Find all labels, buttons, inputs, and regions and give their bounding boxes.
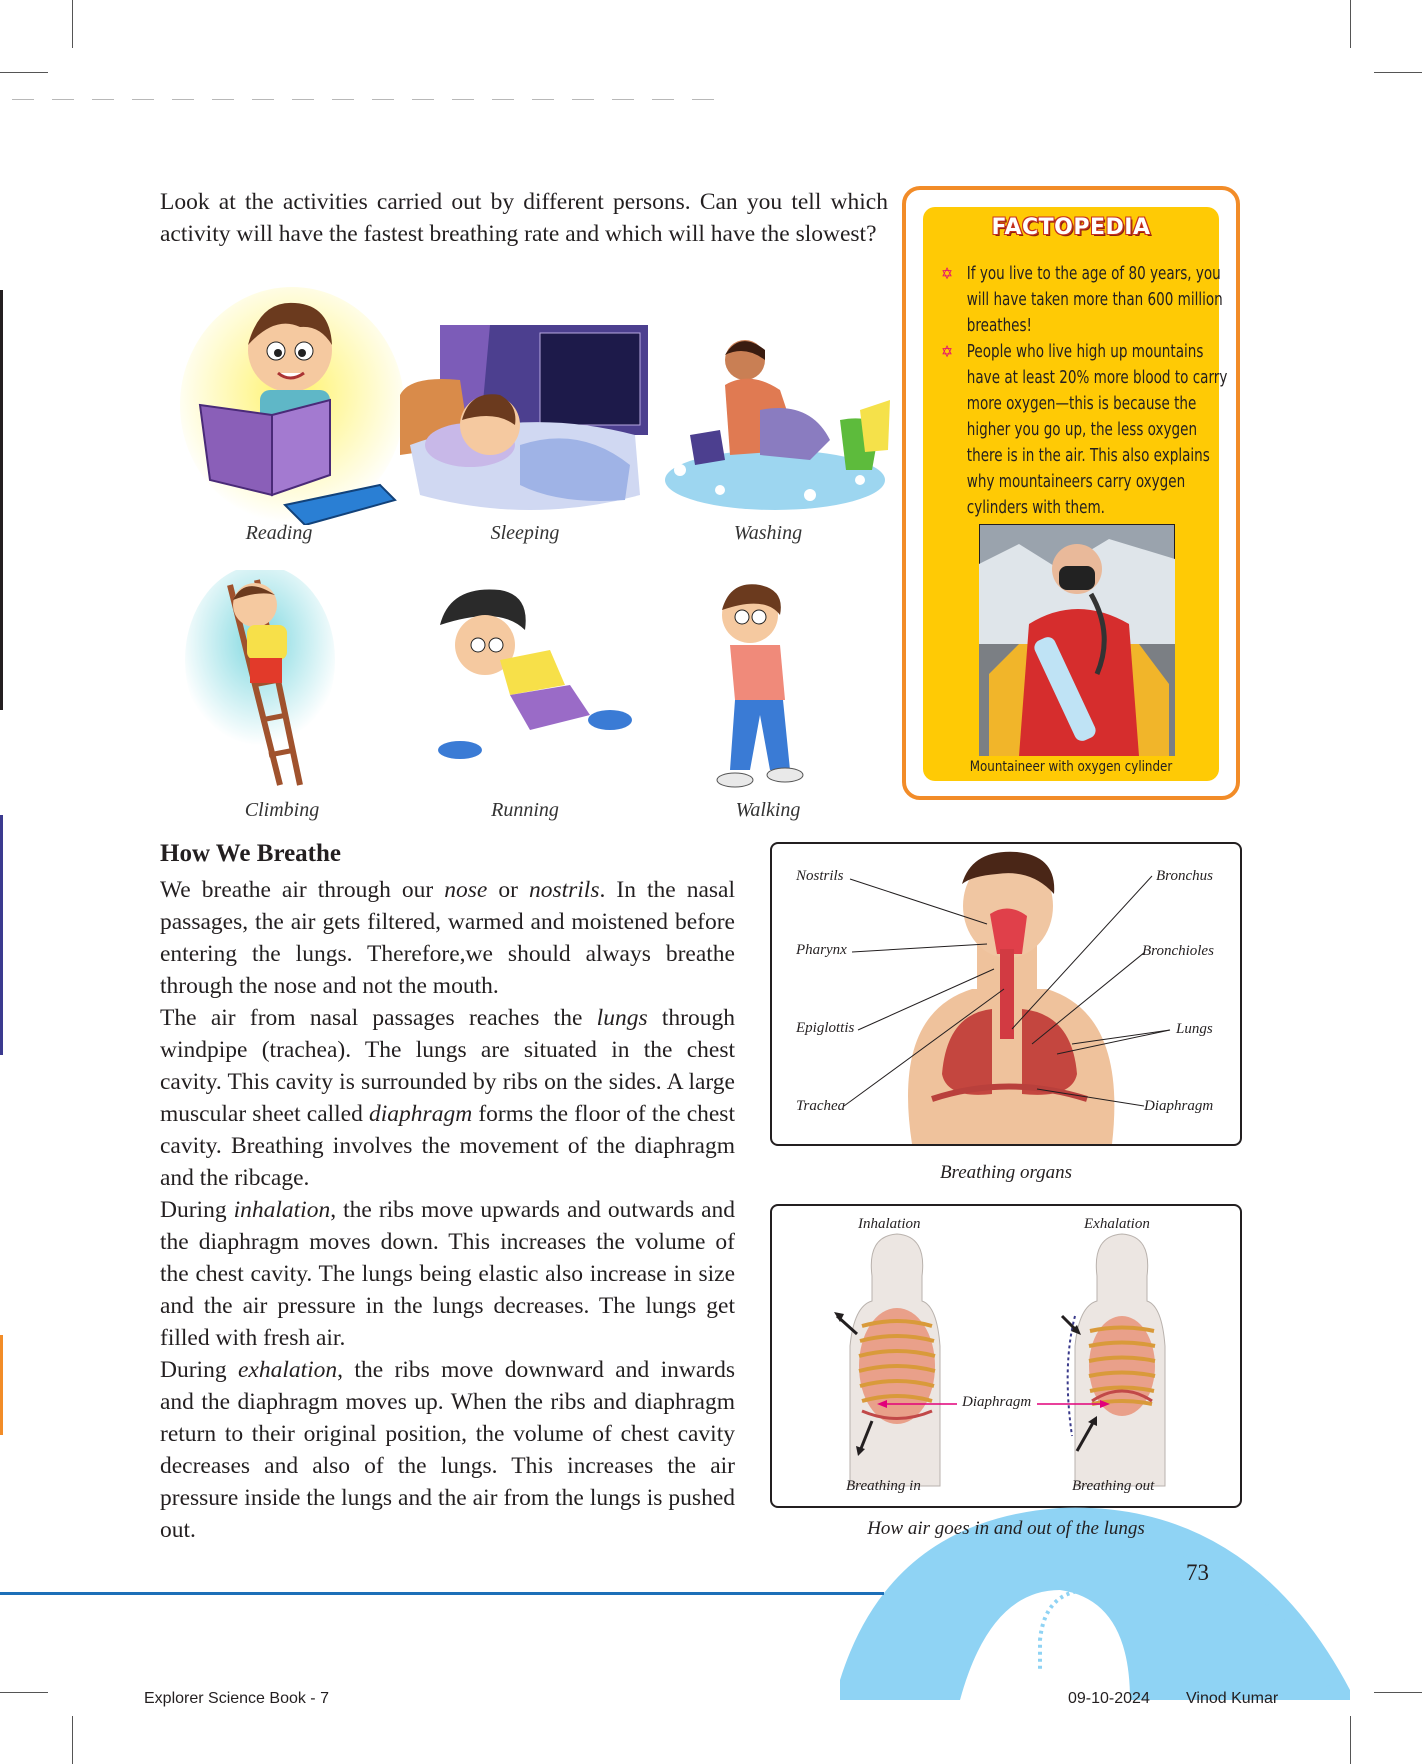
label-diaphragm: Diaphragm [1144,1098,1214,1114]
activity-caption: Sleeping [490,522,560,544]
photo-caption: Mountaineer with oxygen cylinder [969,759,1173,775]
intro-paragraph: Look at the activities carried out by different persons. Can you tell which activity will have the fastest breathing rate and which will have the slowest? [160,189,888,247]
breathing-organs-figure [770,842,1242,1146]
running-illustration [430,585,650,760]
label-lungs: Lungs [1176,1021,1213,1037]
crop-mark [1374,1692,1422,1693]
activity-caption: Walking [735,799,801,821]
fact-text: If you live to the age of 80 years, you will have taken more than 600 million breathes! [966,264,1223,336]
sleeping-illustration [400,325,648,515]
label-diaphragm: Diaphragm [962,1394,1032,1410]
footer-book-title: Explorer Science Book - 7 [144,1690,329,1707]
star-icon: ✡ [941,342,954,361]
label-nostrils: Nostrils [796,868,844,884]
activity-caption: Climbing [244,799,320,821]
label-trachea: Trachea [796,1098,846,1114]
crop-mark [1374,72,1422,73]
section-heading: How We Breathe [160,840,342,867]
exhalation-body [1062,1234,1165,1486]
paragraph-inhalation: During inhalation, the ribs move upwards and outwards and the diaphragm moves down. This increases the volume of the chest cavity. The lungs being elastic also increase in size and the air pressure in the lungs decreases. The lungs get filled with fresh air. [160,1197,735,1351]
label-breathing-out: Breathing out [1072,1478,1155,1494]
crop-mark [0,72,48,73]
organs-figure-caption: Breathing organs [939,1162,1073,1183]
crop-mark [0,1692,48,1693]
label-bronchus: Bronchus [1156,868,1213,884]
paragraph-lungs: The air from nasal passages reaches the lungs through windpipe (trachea). The lungs are situated in the chest cavity. This cavity is surrounded by ribs on the sides. A large muscular sheet called diaphragm forms the floor of the chest cavity. Breathing involves the movement of the diaphragm and the ribcage. [160,1005,735,1191]
lungs-figure-caption: How air goes in and out of the lungs [867,1518,1145,1539]
crop-mark [72,0,73,48]
activity-caption: Running [491,799,559,821]
margin-bar [0,1335,3,1435]
factopedia-panel [923,207,1228,781]
label-bronchioles: Bronchioles [1142,943,1214,959]
label-exhalation: Exhalation [1084,1216,1150,1232]
inhalation-body [834,1234,940,1486]
climbing-illustration [185,570,335,790]
crop-mark [1350,1716,1351,1764]
paragraph-exhalation: During exhalation, the ribs move downward and inwards and the diaphragm moves up. When the ribs and diaphragm return to their original position, the volume of chest cavity decreases and also of the lungs. This increases the air pressure inside the lungs and the air from the lungs is pushed out. [160,1357,735,1543]
factopedia-title: FACTOPEDIA [991,215,1151,240]
factopedia-box [902,186,1240,800]
activity-caption: Reading [245,522,313,544]
decorative-wave [830,1480,1350,1700]
crop-mark [1350,0,1351,48]
margin-bar [0,815,3,1055]
crop-mark [72,1716,73,1764]
footer-date: 09-10-2024 [1068,1690,1150,1707]
fact-item [941,339,1228,521]
reading-illustration [180,285,410,525]
margin-bar [0,290,3,710]
bottom-rule [0,1592,884,1595]
activity-caption: Washing [733,522,803,544]
label-pharynx: Pharynx [796,942,847,958]
mountaineer-photo [979,524,1175,756]
fact-item [941,261,1223,339]
section-body [160,874,735,1546]
breathing-mechanism-figure [770,1204,1242,1508]
footer-author: Vinod Kumar [1186,1690,1279,1707]
fact-text: People who live high up mountains have at least 20% more blood to carry more oxygen—this is because the higher you go up, the less oxygen there is in the air. This also explains why mountaineers carry oxygen cylinders with them. [966,342,1228,518]
breathing-diagram [772,1206,1240,1506]
paragraph-nose: We breathe air through our nose or nostrils. In the nasal passages, the air gets filtered, warmed and moistened before entering the lungs. Therefore,we should always breathe through the nose and not the mouth. [160,877,736,999]
star-icon: ✡ [941,264,954,283]
walking-illustration [695,575,825,790]
label-inhalation: Inhalation [858,1216,921,1232]
label-epiglottis: Epiglottis [796,1020,855,1036]
page-number: 73 [1186,1560,1209,1585]
label-breathing-in: Breathing in [846,1478,921,1494]
washing-illustration [660,330,890,515]
